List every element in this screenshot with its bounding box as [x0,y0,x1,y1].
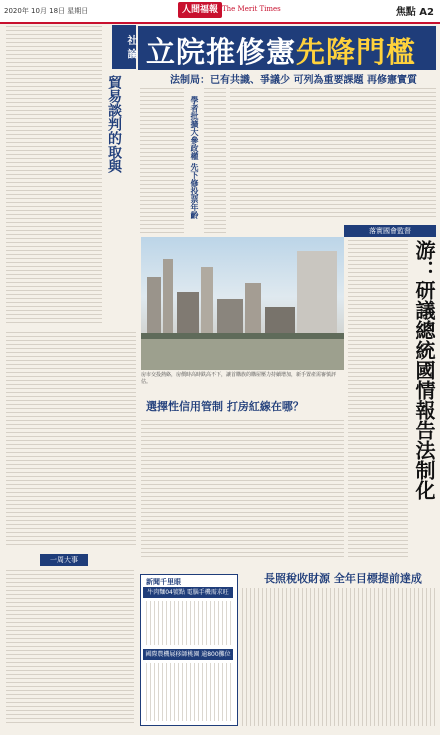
news-item-body-2 [146,663,232,721]
news-roundup-header: 新聞千里眼 [146,578,181,586]
weekly-events-body [6,570,134,725]
lead-subtitle: 法制局：已有共識、爭議少 可列為重要課題 再修憲實質 [170,75,417,86]
editorial-body [6,26,102,326]
weekly-events-badge: 一周大事 [40,554,88,566]
lead-body-mid [204,88,226,234]
tax-story-title: 長照稅收財源 全年目標提前達成 [264,572,422,585]
news-item-body-1 [146,601,232,645]
story2-title: 選擇性信用管制 打房紅線在哪？ [146,400,304,413]
news-item-title-1: 牛肉麵04號點 電腦手機需求旺 [143,587,233,598]
editorial-body-lower [6,332,136,547]
tax-story-body [242,588,436,726]
lead-body-left [140,88,184,234]
right-story-tag: 落實國會監督 [344,225,436,237]
paper-logo-en: The Merit Times [222,5,281,13]
right-story-title: 游：研議總統國情報告法制化 [412,240,436,500]
issue-date: 2020年 10月 18日 星期日 [4,7,89,15]
lead-headline [146,30,416,71]
right-story-body [348,240,408,560]
photo-caption: 房市交投熱絡，房價時高時跌高不下，讓首購族的購屋壓力持續增加，新手置產需審慎評估。 [141,372,337,385]
news-item-title-2: 國際農機展移師桃園 逾800攤位 [143,649,233,660]
paper-logo: 人間福報 [178,2,222,18]
story2-body [141,420,344,560]
lead-headline-part-a: 立院推修憲 [146,35,297,69]
editorial-title: 貿易談判的取與 [106,75,122,173]
section-label: 焦點 A2 [395,7,434,18]
lead-quote: 學者批擴大參政權 先下修投票年齡 [190,96,200,219]
lead-headline-part-b: 先降門檻 [296,35,417,69]
city-skyline-photo [141,237,344,370]
lead-body [230,88,436,220]
editorial-badge: 社 論 [112,25,136,69]
